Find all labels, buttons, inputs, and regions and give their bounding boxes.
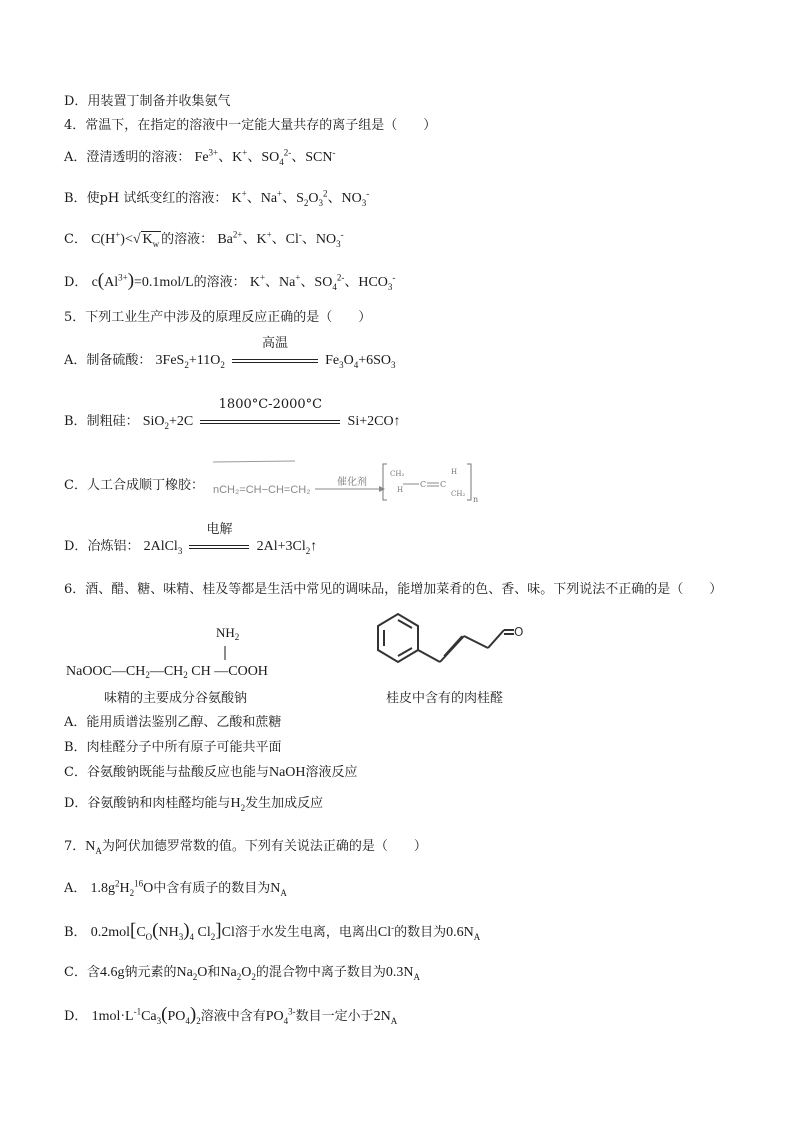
q7-option-a: A． $1.8g^2H_2^{16}O$中含有质子的数目为$N_A$ (64, 878, 287, 898)
q5-b-condition: 1800°C-2000°C (218, 397, 323, 412)
q4-option-c: C． C(H+)<√ $K_w$ 的溶液： $Ba^{2+}$、K+、Cl-、$NO_3^-$ (64, 229, 344, 249)
q5-option-c: C．人工合成顺丁橡胶： (64, 478, 204, 493)
butadiene-polymerization-figure (207, 456, 487, 506)
q6-caption-left: 味精的主要成分谷氨酸钠 (104, 691, 248, 706)
q4-option-d: D． $c(Al^{3+})=0.1mol/L$的溶液： K+、Na+、$SO_4^{2-}$、$HCO_3^-$ (64, 270, 396, 292)
svg-text:CH₂: CH₂ (451, 490, 466, 498)
svg-text:nCH₂=CH−CH=CH₂: nCH₂=CH−CH=CH₂ (213, 484, 311, 496)
q3-option-d: D．用装置丁制备并收集氨气 (64, 94, 231, 109)
q5-stem: 5．下列工业生产中涉及的原理反应正确的是（ ） (64, 310, 372, 325)
q6-option-d: D．谷氨酸钠和肉桂醛均能与$H_2$发生加成反应 (64, 796, 324, 813)
q5-d-condition: 电解 (206, 522, 233, 537)
svg-text:n: n (473, 495, 479, 504)
q5-option-b: B．制粗硅： SiO$_2$+2C 1800°C-2000°C Si+2CO↑ (64, 397, 401, 431)
svg-text:H: H (451, 468, 458, 476)
q7-option-d: D． $1mol\cdot L^{-1}Ca_3(PO_4)_2$溶液中含有$PO_4^{3-}$数目一定小于$2N_A$ (64, 1004, 398, 1026)
q4-stem: 4．常温下，在指定的溶液中一定能大量共存的离子组是（ ） (64, 118, 437, 133)
q7-option-c: C．含4.6g钠元素的$Na_2O$和$Na_2O_2$的混合物中离子数目为$0.3N_A$ (64, 965, 421, 982)
q6-option-c: C．谷氨酸钠既能与盐酸反应也能与NaOH溶液反应 (64, 765, 358, 780)
svg-text:NH2: $NH_2$ (216, 625, 240, 642)
svg-text:C: C (420, 480, 427, 489)
q6-caption-right: 桂皮中含有的肉桂醛 (386, 691, 504, 706)
svg-text:H: H (397, 486, 404, 494)
q5-a-condition: 高温 (261, 336, 288, 351)
sodium-glutamate-structure (64, 620, 324, 682)
q7-option-b: B． $0.2mol[C_O(NH_3)_4$ $Cl_2]Cl$溶于水发生电离，电离出Cl-的数目为$0.6N_A$ (64, 920, 481, 942)
q7-stem: 7．$N_A$为阿伏加德罗常数的值。下列有关说法正确的是（ ） (64, 839, 427, 856)
svg-text:NaOOC—CH2—CH2 CH —COOH: $NaOOC—CH_2—CH_2$ CH —COOH (66, 664, 268, 680)
q6-option-b: B．肉桂醛分子中所有原子可能共平面 (64, 740, 282, 755)
q6-option-a: A．能用质谱法鉴别乙醇、乙酸和蔗糖 (64, 715, 282, 730)
cinnamaldehyde-structure (368, 606, 528, 676)
q4-option-b: B．使pH 试纸变红的溶液： K+、Na+、$S_2O_3^2$、$NO_3^-$ (64, 188, 370, 208)
svg-text:CH₂: CH₂ (390, 470, 405, 478)
svg-text:C: C (440, 480, 447, 489)
q5-option-d: D．冶炼铝： 2AlCl$_3$ 电解 $2Al+3Cl_2↑$ (64, 522, 318, 556)
q5-option-a: A．制备硫酸： $3FeS_2+11O_2$ 高温 $Fe_3O_4+6SO_3$ (64, 336, 396, 370)
q4-option-a: A．澄清透明的溶液： $Fe^{3+}$、K+、$SO_4^{2-}$、SCN- (64, 147, 336, 167)
q5-c-catalyst: 催化剂 (337, 477, 367, 488)
svg-text:O: O (514, 625, 524, 639)
q6-stem: 6．酒、醋、糖、味精、桂及等都是生活中常见的调味品，能增加菜肴的色、香、味。下列说法不正确的是（ ） (64, 582, 723, 597)
